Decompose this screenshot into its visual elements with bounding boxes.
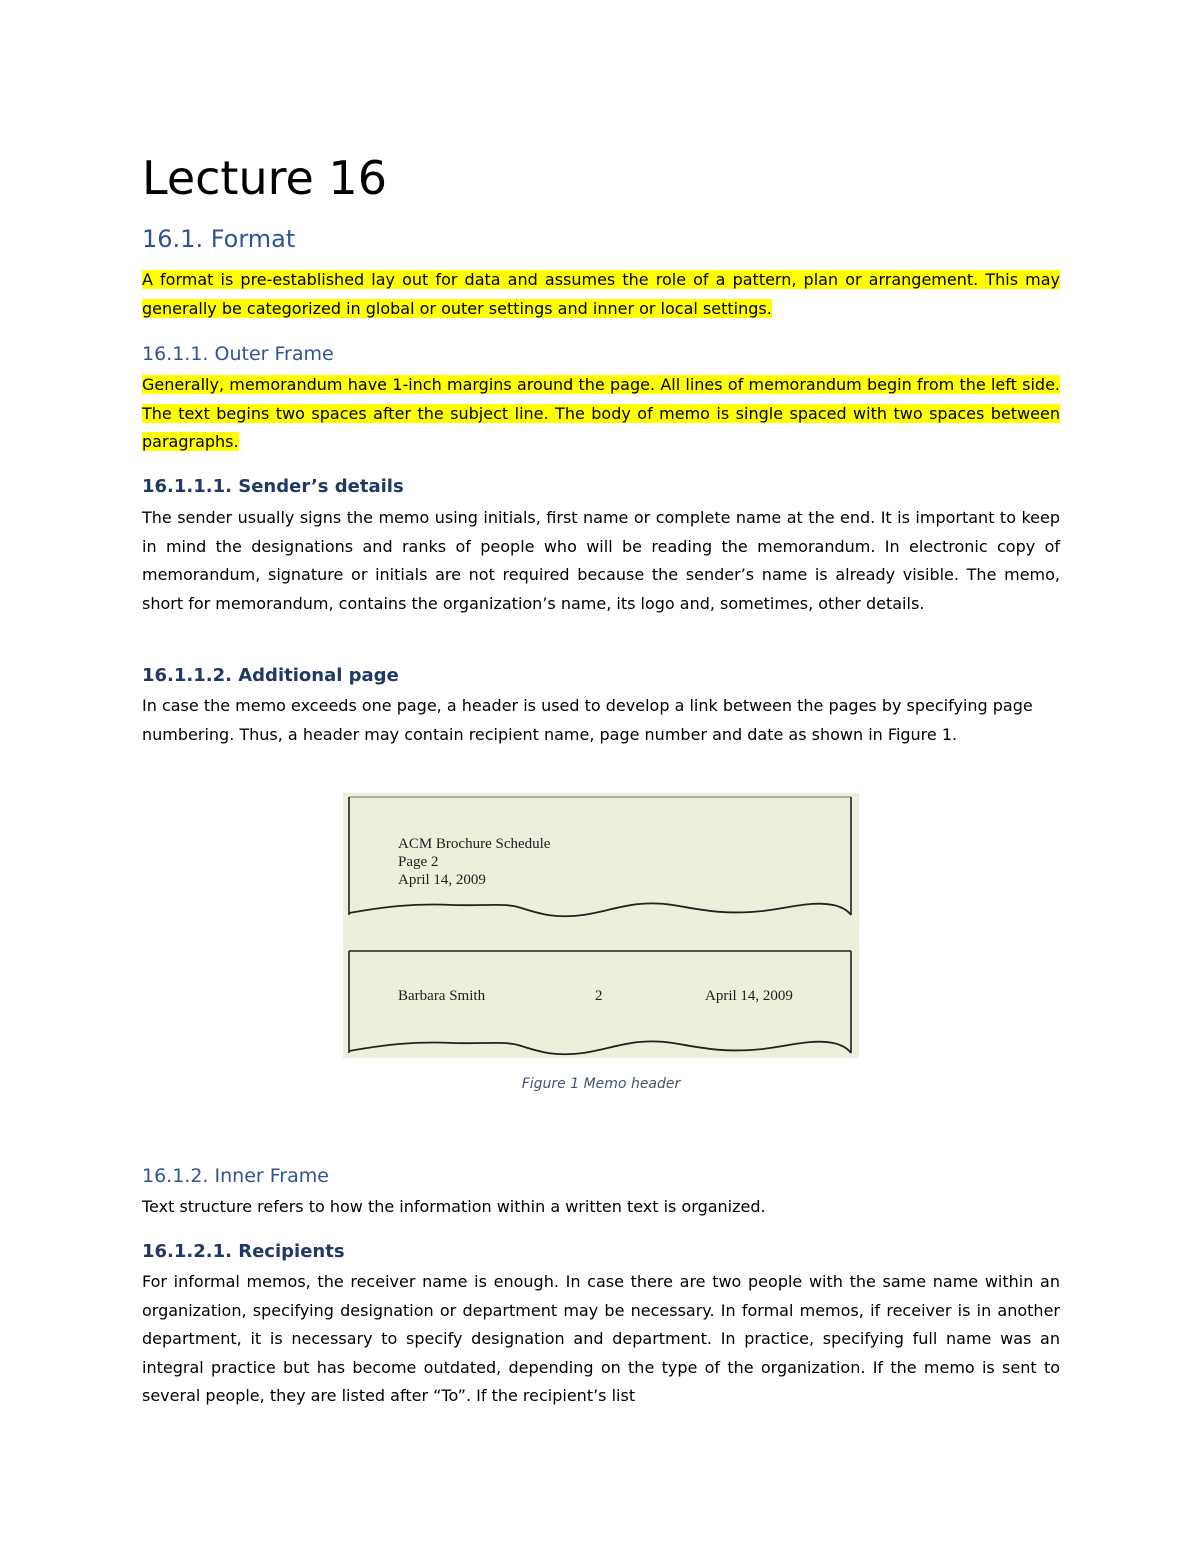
- figure-block1-line3: April 14, 2009: [398, 872, 486, 888]
- heading-additional-page: 16.1.1.2. Additional page: [142, 665, 399, 686]
- heading-senders-details: 16.1.1.1. Sender’s details: [142, 476, 404, 497]
- heading-format: 16.1. Format: [142, 225, 296, 253]
- heading-outer-frame: 16.1.1. Outer Frame: [142, 343, 334, 365]
- document-page: [142, 0, 1060, 1553]
- page-title: Lecture 16: [142, 151, 387, 205]
- figure-block2-name: Barbara Smith: [398, 988, 486, 1004]
- paragraph-inner-frame: Text structure refers to how the information within a written text is organized.: [142, 1197, 766, 1216]
- figure-caption: Figure 1 Memo header: [521, 1076, 681, 1092]
- figure-block1-line1: ACM Brochure Schedule: [398, 836, 551, 852]
- heading-inner-frame: 16.1.2. Inner Frame: [142, 1165, 329, 1187]
- highlighted-text: A format is pre-established lay out for data and assumes the role of a pattern, plan or arrangement. This may generally be categorized in global or outer settings and inner or local settings.: [142, 270, 1060, 318]
- paragraph-recipients: For informal memos, the receiver name is enough. In case there are two people with the same name within an organization, specifying designation or department may be necessary. In formal memos, if receiver is in another department, it is necessary to specify designation and department. In practice, specifying full name was an integral practice but has become outdated, depending on the type of the organization. If the memo is sent to several people, they are listed after “To”. If the recipient’s list: [142, 1272, 1060, 1406]
- paragraph-format: [142, 266, 1060, 323]
- heading-recipients: 16.1.2.1. Recipients: [142, 1241, 345, 1262]
- figure-block1-line2: Page 2: [398, 854, 439, 870]
- paragraph-senders-details: The sender usually signs the memo using initials, first name or complete name at the end. It is important to keep in mind the designations and ranks of people who will be reading the memorandum. In electronic copy of memorandum, signature or initials are not required because the sender’s name is already visible. The memo, short for memorandum, contains the organization’s name, its logo and, sometimes, other details.: [142, 508, 1060, 613]
- highlighted-text: Generally, memorandum have 1-inch margins around the page. All lines of memorandum begin from the left side. The text begins two spaces after the subject line. The body of memo is single spaced with two spaces between paragraphs.: [142, 375, 1060, 452]
- figure-memo-header: [343, 793, 859, 1058]
- figure-block2-page: 2: [595, 988, 603, 1004]
- figure-block2-date: April 14, 2009: [705, 988, 793, 1004]
- paragraph-outer-frame: [142, 371, 1060, 457]
- paragraph-additional-page: In case the memo exceeds one page, a header is used to develop a link between the pages by specifying page numbering. Thus, a header may contain recipient name, page number and date as shown in Figure 1.: [142, 696, 1033, 744]
- figure-drawing: [343, 793, 859, 1058]
